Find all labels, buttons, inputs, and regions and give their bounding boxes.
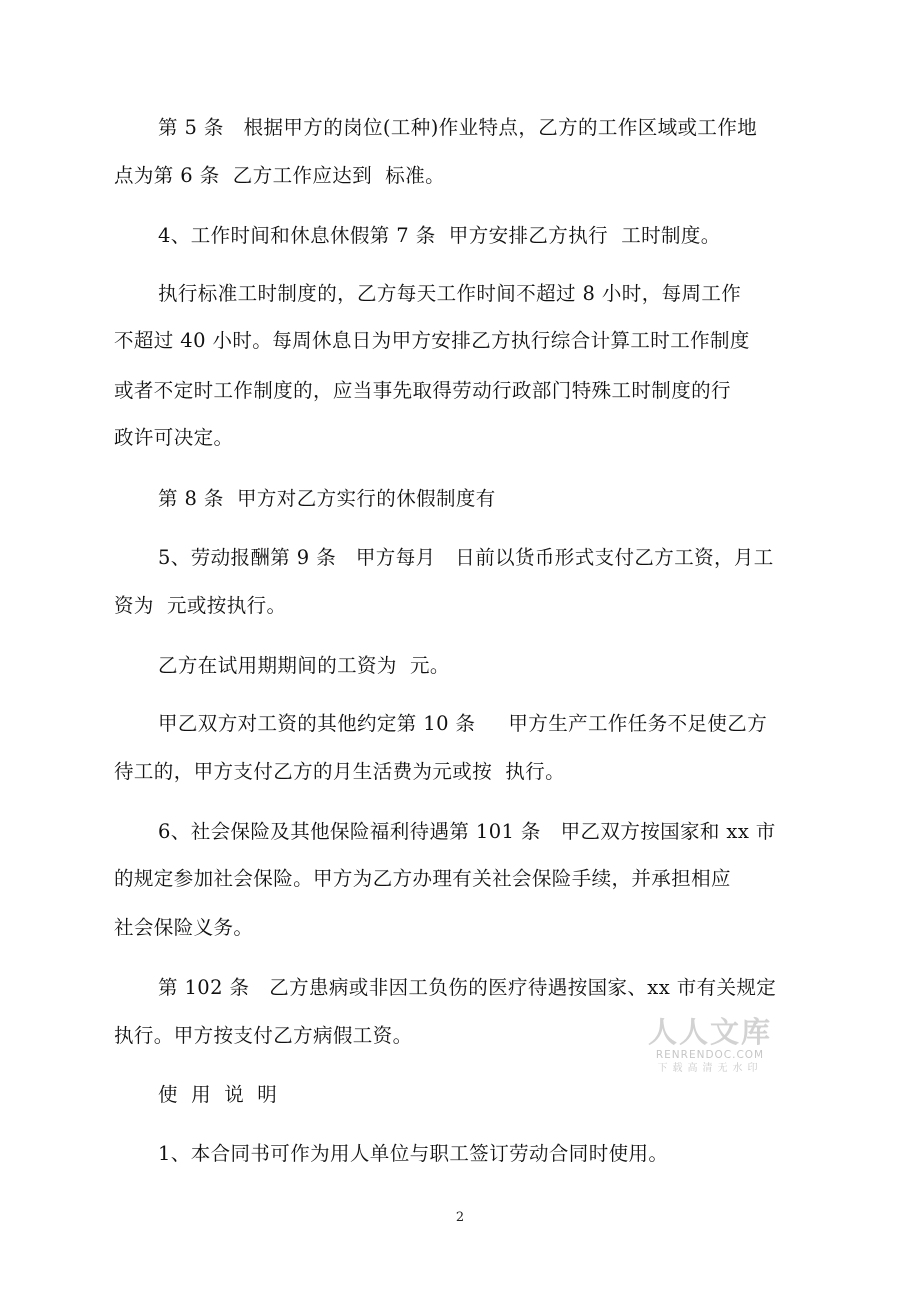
watermark-logo xyxy=(645,1016,775,1076)
text-line: 政许可决定。 xyxy=(114,426,234,449)
text-line: 第 5 条 根据甲方的岗位(工种)作业特点，乙方的工作区域或工作地 xyxy=(158,116,758,139)
text-line: 第 8 条 甲方对乙方实行的休假制度有 xyxy=(158,487,496,510)
text-line: 社会保险义务。 xyxy=(114,916,254,939)
section-heading: 使 用 说 明 xyxy=(158,1083,278,1106)
text-line: 5、劳动报酬第 9 条 甲方每月 日前以货币形式支付乙方工资，月工 xyxy=(158,546,774,569)
text-line: 执行标准工时制度的，乙方每天工作时间不超过 8 小时，每周工作 xyxy=(158,282,742,305)
watermark-url: RENRENDOC.COM xyxy=(655,1049,765,1061)
text-line: 待工的，甲方支付乙方的月生活费为元或按 执行。 xyxy=(114,760,565,783)
watermark-title: 人人文库 xyxy=(647,1015,772,1049)
text-line: 乙方在试用期期间的工资为 元。 xyxy=(158,654,450,677)
text-line: 资为 元或按执行。 xyxy=(114,594,287,617)
text-line: 的规定参加社会保险。甲方为乙方办理有关社会保险手续，并承担相应 xyxy=(114,867,731,890)
text-line: 执行。甲方按支付乙方病假工资。 xyxy=(114,1024,413,1047)
text-line: 第 102 条 乙方患病或非因工负伤的医疗待遇按国家、xx 市有关规定 xyxy=(158,976,777,999)
watermark-subtitle: 下载高清无水印 xyxy=(657,1063,763,1074)
text-line: 1、本合同书可作为用人单位与职工签订劳动合同时使用。 xyxy=(158,1142,669,1165)
page-number: 2 xyxy=(455,1210,465,1225)
text-line: 4、工作时间和休息休假第 7 条 甲方安排乙方执行 工时制度。 xyxy=(158,224,721,247)
text-line: 6、社会保险及其他保险福利待遇第 101 条 甲乙双方按国家和 xx 市 xyxy=(158,820,776,843)
text-line: 或者不定时工作制度的，应当事先取得劳动行政部门特殊工时制度的行 xyxy=(114,379,731,402)
text-line: 不超过 40 小时。每周休息日为甲方安排乙方执行综合计算工时工作制度 xyxy=(114,329,750,352)
text-line: 点为第 6 条 乙方工作应达到 标准。 xyxy=(114,164,445,187)
text-line: 甲乙双方对工资的其他约定第 10 条 甲方生产工作任务不足使乙方 xyxy=(158,712,768,735)
